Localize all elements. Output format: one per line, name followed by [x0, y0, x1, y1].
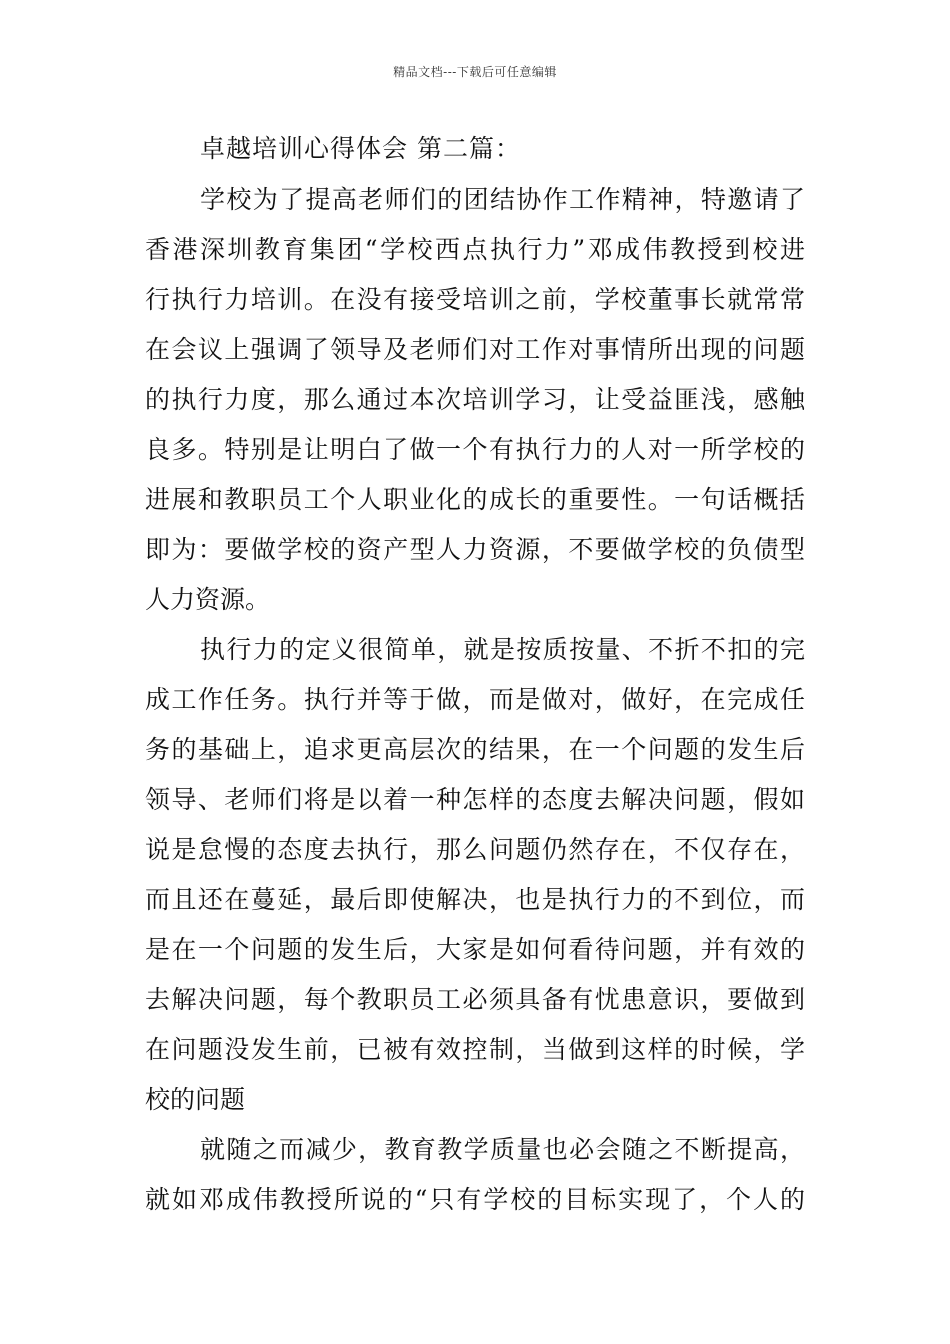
paragraph-1-line-5: 的执行力度，那么通过本次培训学习，让受益匪浅，感触: [145, 385, 805, 414]
paragraph-3-line-2: 就如邓成伟教授所说的“只有学校的目标实现了，个人的: [145, 1185, 805, 1214]
paragraph-1-line-4: 在会议上强调了领导及老师们对工作对事情所出现的问题: [145, 335, 805, 364]
paragraph-2-line-7: 是在一个问题的发生后，大家是如何看待问题，并有效的: [145, 935, 805, 964]
paragraph-1-line-1: 学校为了提高老师们的团结协作工作精神，特邀请了: [200, 185, 805, 214]
paragraph-1-line-6: 良多。特别是让明白了做一个有执行力的人对一所学校的: [145, 435, 805, 464]
paragraph-2-line-6: 而且还在蔓延，最后即使解决，也是执行力的不到位，而: [145, 885, 805, 914]
paragraph-1-line-8: 即为：要做学校的资产型人力资源，不要做学校的负债型: [145, 535, 805, 564]
document-title: 卓越培训心得体会 第二篇：: [200, 134, 521, 163]
paragraph-1-line-9: 人力资源。: [145, 585, 271, 614]
paragraph-2-line-3: 务的基础上，追求更高层次的结果，在一个问题的发生后: [145, 735, 805, 764]
paragraph-2-line-8: 去解决问题，每个教职员工必须具备有忧患意识，要做到: [145, 985, 805, 1014]
paragraph-2-line-4: 领导、老师们将是以着一种怎样的态度去解决问题，假如: [145, 785, 805, 814]
paragraph-2-line-5: 说是怠慢的态度去执行，那么问题仍然存在，不仅存在，: [145, 835, 805, 864]
paragraph-3-line-1: 就随之而减少，教育教学质量也必会随之不断提高，: [200, 1135, 805, 1164]
paragraph-1-line-2: 香港深圳教育集团“学校西点执行力”邓成伟教授到校进: [145, 235, 805, 264]
paragraph-2-line-1: 执行力的定义很简单，就是按质按量、不折不扣的完: [200, 635, 805, 664]
paragraph-1-line-7: 进展和教职员工个人职业化的成长的重要性。一句话概括: [145, 485, 805, 514]
page-header: 精品文档---下载后可任意编辑: [393, 65, 557, 79]
paragraph-2-line-10: 校的问题: [145, 1085, 246, 1114]
paragraph-1-line-3: 行执行力培训。在没有接受培训之前，学校董事长就常常: [145, 285, 805, 314]
paragraph-2-line-2: 成工作任务。执行并等于做，而是做对，做好，在完成任: [145, 685, 805, 714]
paragraph-2-line-9: 在问题没发生前，已被有效控制，当做到这样的时候，学: [145, 1035, 805, 1064]
